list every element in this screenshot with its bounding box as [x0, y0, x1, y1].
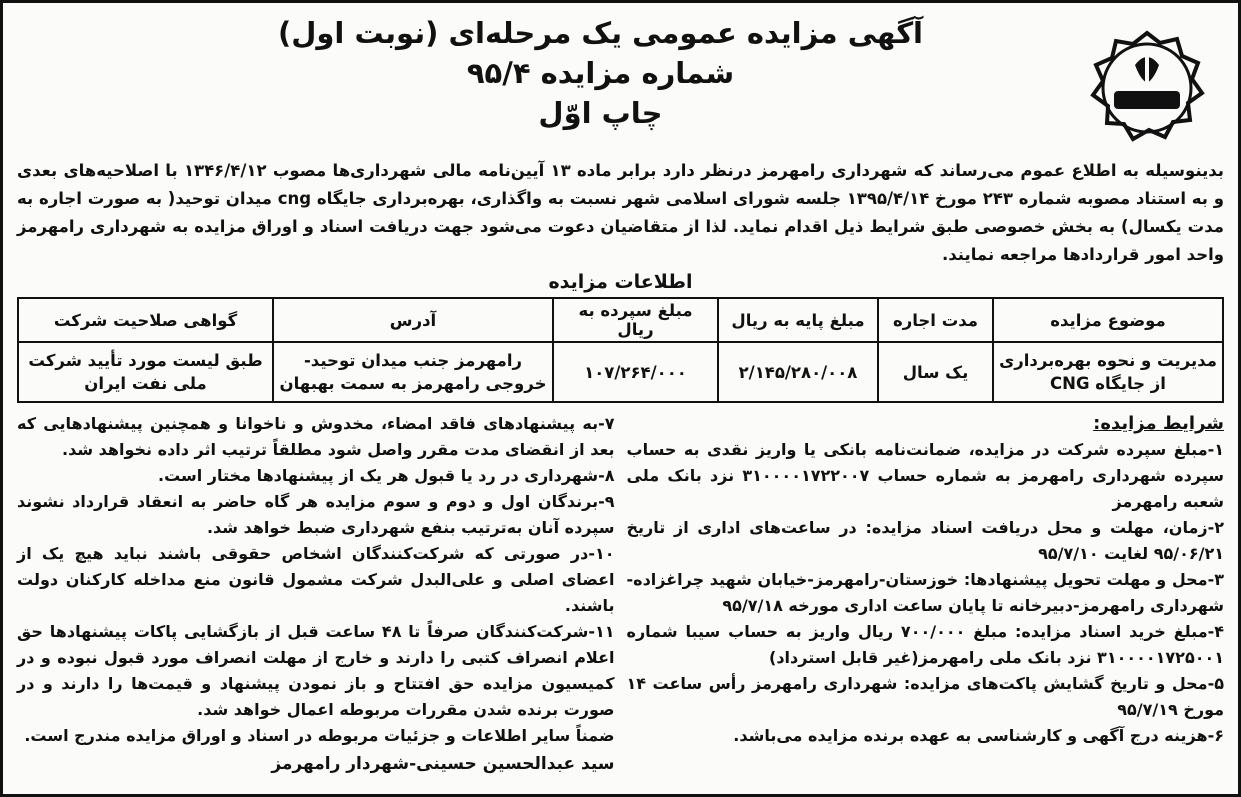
auction-number: شماره مزایده ۹۵/۴	[466, 56, 735, 90]
condition-item-2: ۲-زمان، مهلت و محل دریافت اسناد مزایده: در ساعت‌های اداری از تاریخ ۹۵/۰۶/۲۱ لغایت ۹۵/۷/۱۰	[626, 518, 1224, 563]
condition-item-3: ۳-محل و مهلت تحویل پیشنهادها: خوزستان-رامهرمز-خیابان شهید چراغزاده-شهرداری رامهرمز-دبیرخانه تا پایان ساعت اداری مورخه ۹۵/۷/۱۸	[626, 570, 1224, 615]
header-duration: مدت اجاره	[878, 298, 993, 342]
header-deposit: مبلغ سپرده به ریال	[553, 298, 718, 342]
condition-item-8: ۸-شهرداری در رد یا قبول هر یک از پیشنهادها مختار است.	[158, 466, 615, 485]
condition-item-9: ۹-برندگان اول و دوم و سوم مزایده هر گاه حاضر به انعقاد قرارداد نشوند سپرده آنان به‌ترتیب بنفع شهرداری ضبط خواهد شد.	[17, 492, 615, 537]
condition-item-6: ۶-هزینه درج آگهی و کارشناسی به عهده برنده مزایده می‌باشد.	[733, 726, 1224, 745]
cell-base-price: ۲/۱۴۵/۲۸۰/۰۰۸	[718, 342, 878, 402]
condition-item-11: ۱۱-شرکت‌کنندگان صرفاً تا ۴۸ ساعت قبل از بازگشایی پاکات پیشنهادها حق اعلام انصراف کتبی را دارند و خارج از مهلت انصراف مورد قبول نبوده و در کمیسیون مزایده حق افتتاح و باز نمودن پیشنهاد و قیمت‌ها را دارند و در صورت برنده شدن مقررات مربوطه اعمال خواهد شد.	[17, 622, 615, 719]
municipality-logo	[1088, 29, 1206, 147]
table-title: اطلاعات مزایده	[548, 271, 693, 293]
conditions-title: شرایط مزایده:	[1093, 413, 1224, 434]
cell-certificate: طبق لیست مورد تأیید شرکت ملی نفت ایران	[18, 342, 273, 402]
cell-deposit: ۱۰۷/۲۶۴/۰۰۰	[553, 342, 718, 402]
conditions-right-column	[627, 411, 1225, 777]
header-base-price: مبلغ پایه به ریال	[718, 298, 878, 342]
condition-item-10: ۱۰-در صورتی که شرکت‌کنندگان اشخاص حقوقی باشند نباید هیچ یک از اعضای اصلی و علی‌البدل شرکت مشمول قانون منع مداخله کارکنان دولت باشند.	[17, 544, 615, 615]
condition-item-1: ۱-مبلغ سپرده شرکت در مزایده، ضمانت‌نامه بانکی یا واریز نقدی به حساب سپرده شهرداری رامهرمز به شماره حساب ۳۱۰۰۰۰۱۷۲۲۰۰۷ نزد بانک ملی شعبه رامهرمز	[626, 440, 1225, 511]
condition-item-5: ۵-محل و تاریخ گشایش پاکت‌های مزایده: شهرداری رامهرمز رأس ساعت ۱۴ مورخ ۹۵/۷/۱۹	[626, 674, 1224, 719]
table-row	[18, 342, 1223, 402]
conditions-left-column	[17, 411, 615, 777]
condition-item-4: ۴-مبلغ خرید اسناد مزایده: مبلغ ۷۰۰/۰۰۰ ریال واریز به حساب سیبا شماره ۳۱۰۰۰۰۱۷۲۵۰۰۱ نزد بانک ملی رامهرمز(غیر قابل استرداد)	[626, 622, 1225, 667]
header-certificate: گواهی صلاحیت شرکت	[18, 298, 273, 342]
cell-subject: مدیریت و نحوه بهره‌برداری از جایگاه CNG	[993, 342, 1223, 402]
notice-header	[17, 13, 1224, 155]
notice-title: آگهی مزایده عمومی یک مرحله‌ای (نوبت اول)	[277, 16, 923, 50]
auction-info-table	[17, 297, 1224, 403]
condition-item-7: ۷-به پیشنهادهای فاقد امضاء، مخدوش و ناخوانا و همچنین پیشنهادهایی که بعد از انقضای مدت مقرر واصل شود مطلقاً ترتیب اثر داده نخواهد شد.	[17, 414, 615, 459]
intro-paragraph: بدینوسیله به اطلاع عموم می‌رساند که شهرداری رامهرمز درنظر دارد برابر ماده ۱۳ آیین‌نامه مالی شهرداری‌ها مصوب ۱۳۴۶/۴/۱۲ با اصلاحیه‌های بعدی و به استناد مصوبه شماره ۲۴۳ مورخ ۱۳۹۵/۴/۱۴ جلسه شورای اسلامی شهر نسبت به واگذاری، بهره‌برداری جایگاه cng میدان توحید( به صورت اجاره به مدت یکسال) به بخش خصوصی طبق شرایط ذیل اقدام نماید. لذا از متقاضیان دعوت می‌شود جهت دریافت اسناد و اوراق مزایده به شهرداری رامهرمز واحد امور قراردادها مراجعه نمایند.	[17, 161, 1224, 264]
header-subject: موضوع مزایده	[993, 298, 1223, 342]
table-header-row	[18, 298, 1223, 342]
cell-address: رامهرمز جنب میدان توحید- خروجی رامهرمز به سمت بهبهان	[273, 342, 553, 402]
title-block	[17, 13, 1224, 133]
mayor-signature: سید عبدالحسین حسینی-شهردار رامهرمز	[271, 754, 615, 774]
cell-duration: یک سال	[878, 342, 993, 402]
closing-note: ضمناً سایر اطلاعات و جزئیات مربوطه در اسناد و اوراق مزایده مندرج است.	[24, 726, 615, 745]
municipality-emblem-icon	[1088, 29, 1206, 147]
header-address: آدرس	[273, 298, 553, 342]
conditions-section	[17, 411, 1224, 777]
print-edition: چاپ اوّل	[538, 96, 663, 130]
